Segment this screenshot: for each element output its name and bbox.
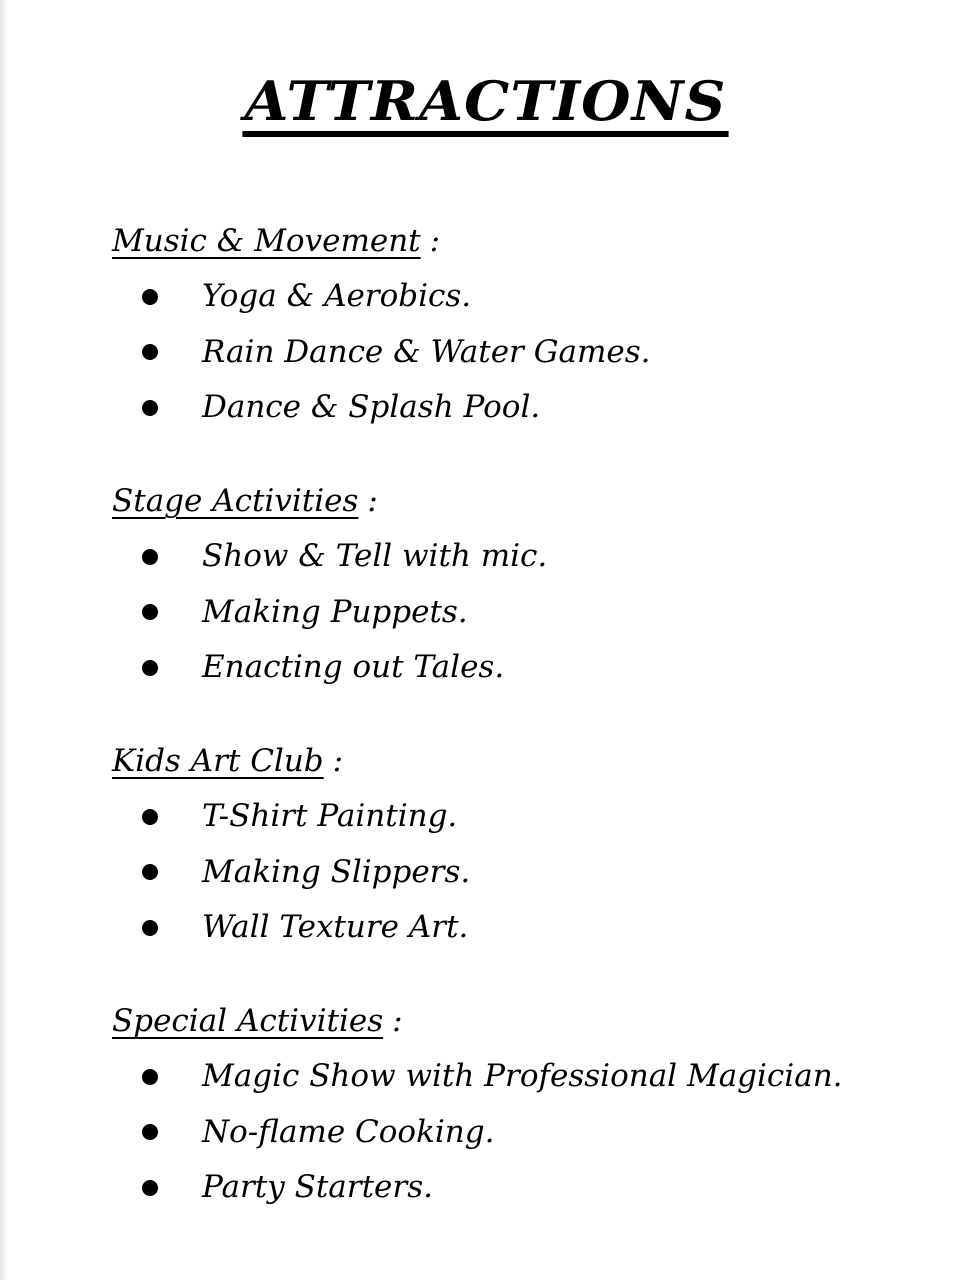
bullet-icon [142,549,158,565]
bullet-list [112,789,932,956]
section-heading-text: Special Activities [112,1003,384,1039]
bullet-icon [142,920,158,936]
section-heading [112,993,932,1049]
section-heading-colon: : [332,743,344,779]
list-item-text: No-flame Cooking. [202,1113,495,1150]
list-item-text: T-Shirt Painting. [202,798,458,834]
list-item-text: Dance & Splash Pool. [202,389,541,425]
section-stage-activities [112,473,932,696]
list-item-text: Magic Show with Professional Magician. [202,1058,843,1094]
bullet-icon [142,604,158,620]
list-item [112,900,932,956]
list-item-text: Yoga & Aerobics. [202,278,472,314]
section-special-activities [112,993,932,1216]
list-item-text: Party Starters. [202,1169,433,1205]
list-item [112,325,932,381]
list-item [112,1105,932,1161]
section-heading [112,213,932,269]
section-heading [112,473,932,529]
list-item-text: Show & Tell with mic. [202,538,548,574]
section-heading-colon: : [429,223,441,259]
bullet-icon [142,864,158,880]
section-heading-colon: : [392,1003,403,1039]
list-item-text: Making Puppets. [202,593,468,630]
list-item [112,529,932,585]
list-item [112,380,932,436]
bullet-icon [142,400,158,416]
list-item [112,789,932,845]
list-item [112,585,932,641]
list-item [112,1049,932,1105]
bullet-icon [142,289,158,305]
bullet-icon [142,344,158,360]
list-item-text: Making Slippers. [202,853,471,890]
page-title-text: ATTRACTIONS [242,71,728,137]
page-left-edge-shadow [0,0,8,1280]
section-heading-colon: : [367,483,378,519]
page-title [0,66,970,137]
bullet-icon [142,660,158,676]
list-item [112,640,932,696]
list-item-text: Rain Dance & Water Games. [202,333,651,370]
section-kids-art-club [112,733,932,956]
list-item [112,269,932,325]
section-heading-text: Stage Activities [112,483,359,519]
bullet-icon [142,809,158,825]
section-heading [112,733,932,789]
bullet-icon [142,1069,158,1085]
section-heading-text: Music & Movement [112,223,421,259]
section-music-movement [112,213,932,436]
bullet-list [112,1049,932,1216]
list-item [112,845,932,901]
bullet-list [112,529,932,696]
list-item-text: Enacting out Tales. [202,649,505,685]
section-heading-text: Kids Art Club [112,743,324,779]
bullet-list [112,269,932,436]
bullet-icon [142,1124,158,1140]
bullet-icon [142,1180,158,1196]
list-item-text: Wall Texture Art. [202,909,469,945]
list-item [112,1160,932,1216]
